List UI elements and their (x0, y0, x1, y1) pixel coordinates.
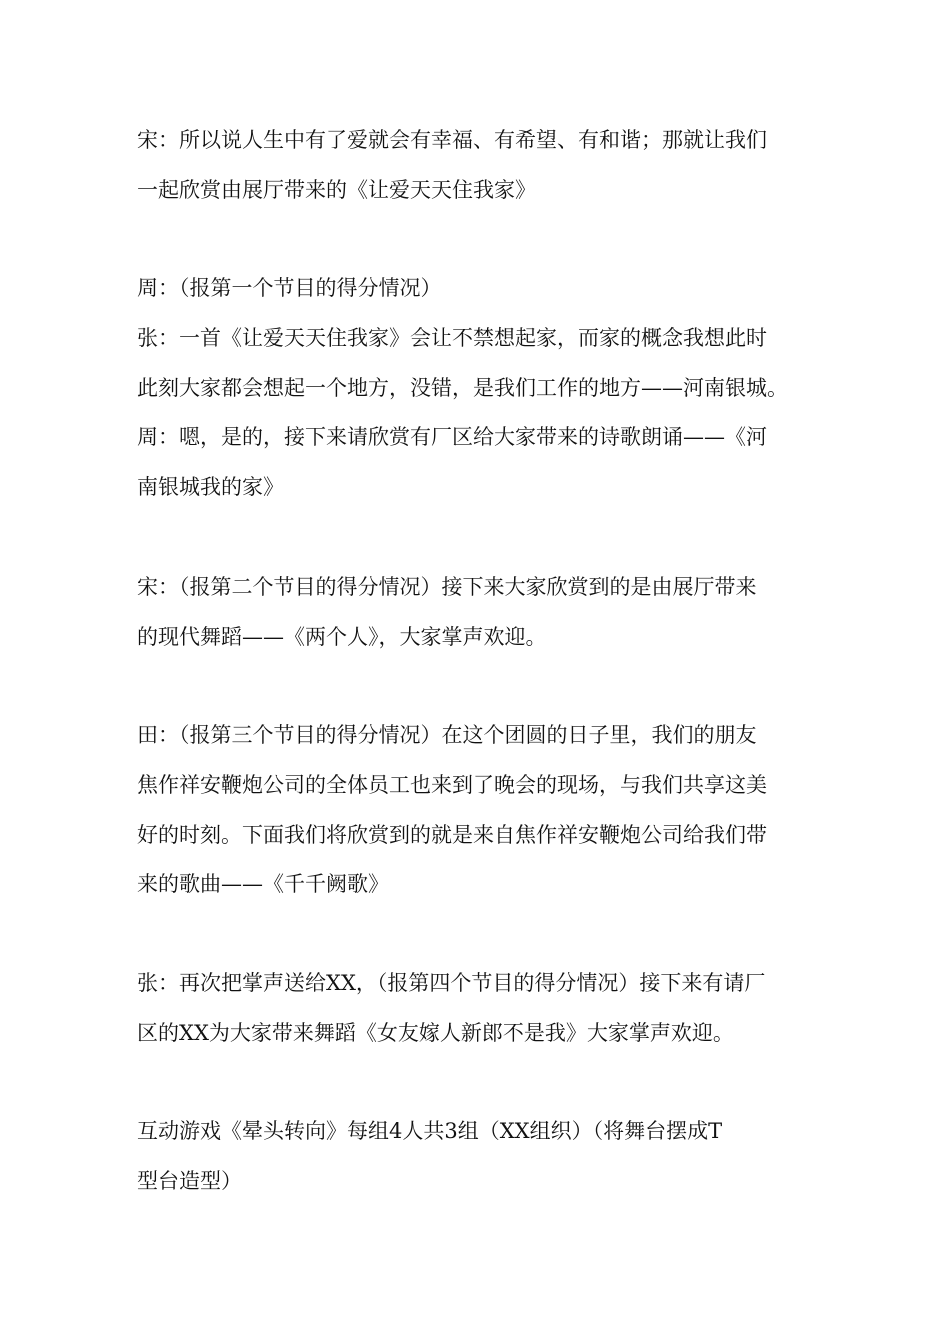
text-line-8: 宋：（报第二个节目的得分情况）接下来大家欣赏到的是由展厅带来 (137, 575, 757, 599)
text-line-2: 一起欣赏由展厅带来的《让爱天天住我家》 (137, 178, 536, 202)
text-line-16: 互动游戏《晕头转向》每组4人共3组（XX组织）（将舞台摆成T (137, 1119, 723, 1143)
text-line-5: 此刻大家都会想起一个地方，没错，是我们工作的地方——河南银城。 (137, 376, 788, 400)
text-line-13: 来的歌曲——《千千阙歌》 (137, 872, 389, 896)
text-line-12: 好的时刻。下面我们将欣赏到的就是来自焦作祥安鞭炮公司给我们带 (137, 823, 767, 847)
text-line-14: 张：再次把掌声送给XX，（报第四个节目的得分情况）接下来有请厂 (137, 971, 766, 995)
text-line-4: 张：一首《让爱天天住我家》会让不禁想起家，而家的概念我想此时 (137, 326, 767, 350)
text-line-3: 周：（报第一个节目的得分情况） (137, 276, 442, 300)
text-line-11: 焦作祥安鞭炮公司的全体员工也来到了晚会的现场，与我们共享这美 (137, 773, 767, 797)
text-line-17: 型台造型） (137, 1169, 242, 1193)
text-line-10: 田：（报第三个节目的得分情况）在这个团圆的日子里，我们的朋友 (137, 723, 757, 747)
text-line-6: 周：嗯，是的，接下来请欣赏有厂区给大家带来的诗歌朗诵——《河 (137, 425, 767, 449)
text-line-9: 的现代舞蹈——《两个人》，大家掌声欢迎。 (137, 625, 547, 649)
text-line-7: 南银城我的家》 (137, 475, 284, 499)
text-line-1: 宋：所以说人生中有了爱就会有幸福、有希望、有和谐；那就让我们 (137, 128, 767, 152)
text-line-15: 区的XX为大家带来舞蹈《女友嫁人新郎不是我》大家掌声欢迎。 (137, 1021, 734, 1045)
